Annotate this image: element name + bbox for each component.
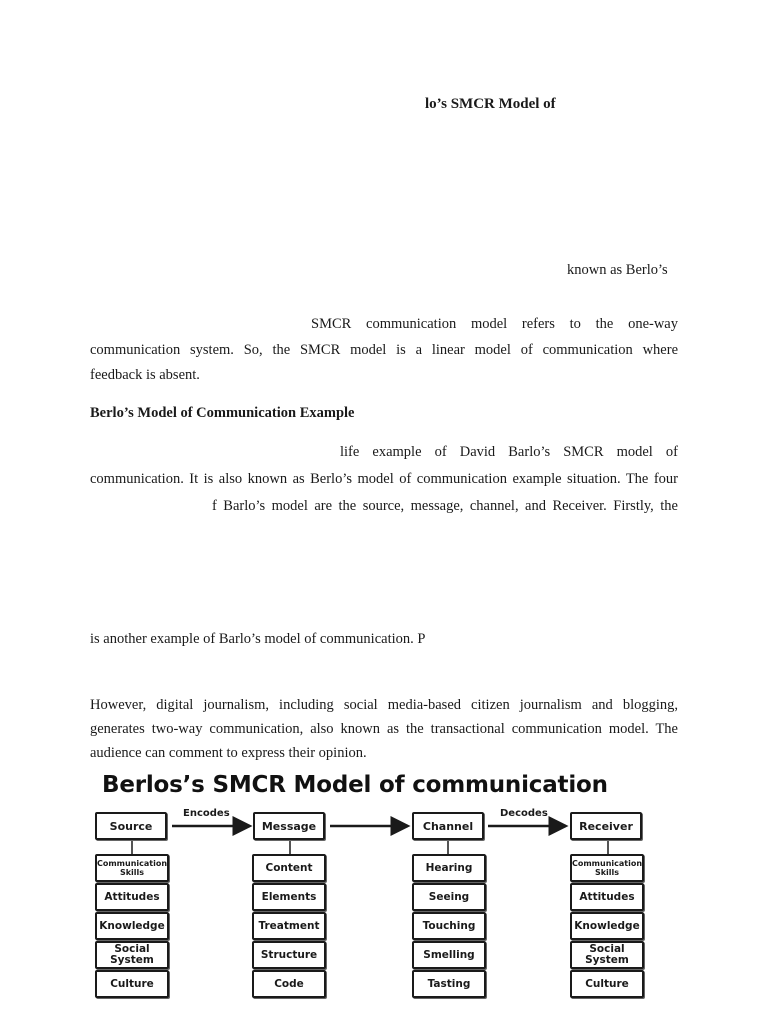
paragraph-2-line-1: SMCR communication model refers to the one-way [311, 316, 678, 332]
source-item: Social System [95, 941, 169, 969]
receiver-column [570, 854, 644, 999]
receiver-item: Attitudes [570, 883, 644, 911]
source-item: Attitudes [95, 883, 169, 911]
paragraph-1-line-1: known as Berlo’s [567, 262, 668, 278]
paragraph-5-line-3: audience can comment to express their opinion. [90, 745, 367, 761]
node-receiver: Receiver [570, 812, 642, 840]
channel-column [412, 854, 486, 999]
source-item: Knowledge [95, 912, 169, 940]
paragraph-3-line-3: f Barlo’s model are the source, message, channel, and Receiver. Firstly, the [212, 498, 678, 514]
paragraph-2-line-2: communication system. So, the SMCR model is a linear model of communication where [90, 342, 678, 358]
diagram-title: Berlos’s SMCR Model of communication [102, 772, 608, 798]
channel-item: Touching [412, 912, 486, 940]
paragraph-5-line-1: However, digital journalism, including social media-based citizen journalism and blogging, [90, 697, 678, 713]
message-item: Treatment [252, 912, 326, 940]
message-column [252, 854, 326, 999]
paragraph-5-line-2: generates two-way communication, also known as the transactional communication model. The [90, 721, 678, 737]
channel-item: Hearing [412, 854, 486, 882]
source-column [95, 854, 169, 999]
paragraph-4-line-1: is another example of Barlo’s model of communication. P [90, 631, 426, 647]
message-item: Elements [252, 883, 326, 911]
arrow-label-encodes: Encodes [183, 808, 230, 819]
node-message: Message [253, 812, 325, 840]
message-item: Structure [252, 941, 326, 969]
smcr-diagram [90, 768, 680, 1008]
section-heading: Berlo’s Model of Communication Example [90, 405, 355, 421]
channel-item: Tasting [412, 970, 486, 998]
paragraph-3-line-2: communication. It is also known as Berlo’s model of communication example situation. The four [90, 471, 678, 487]
receiver-item: Communication Skills [570, 854, 644, 882]
channel-item: Smelling [412, 941, 486, 969]
receiver-item: Social System [570, 941, 644, 969]
paragraph-3-line-1: life example of David Barlo’s SMCR model of [340, 444, 678, 460]
channel-item: Seeing [412, 883, 486, 911]
message-item: Content [252, 854, 326, 882]
message-item: Code [252, 970, 326, 998]
source-item: Communication Skills [95, 854, 169, 882]
receiver-item: Knowledge [570, 912, 644, 940]
page-heading: lo’s SMCR Model of [425, 96, 556, 112]
paragraph-2-line-3: feedback is absent. [90, 367, 200, 383]
node-channel: Channel [412, 812, 484, 840]
arrow-label-decodes: Decodes [500, 808, 548, 819]
receiver-item: Culture [570, 970, 644, 998]
source-item: Culture [95, 970, 169, 998]
node-source: Source [95, 812, 167, 840]
